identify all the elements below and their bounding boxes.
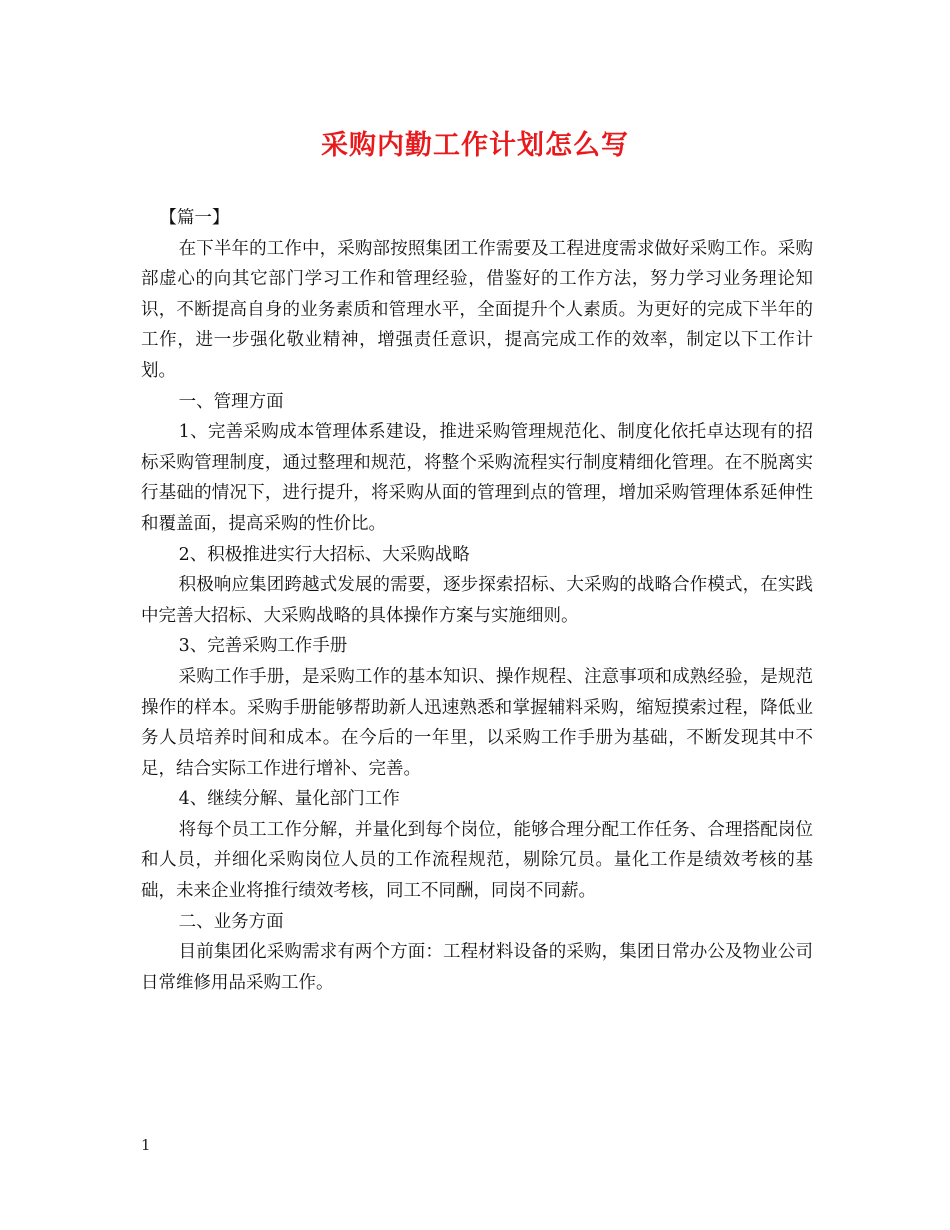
paragraph-item-1: 1、完善采购成本管理体系建设，推进采购管理规范化、制度化依托卓达现有的招标采购管理制度，通过整理和规范，将整个采购流程实行制度精细化管理。在不脱离实行基础的情况下，进行提升，将采购从面的管理到点的管理，增加采购管理体系延伸性和覆盖面，提高采购的性价比。 bbox=[141, 422, 813, 534]
paragraph-intro: 在下半年的工作中，采购部按照集团工作需要及工程进度需求做好采购工作。采购部虚心的向其它部门学习工作和管理经验，借鉴好的工作方法，努力学习业务理论知识，不断提高自身的业务素质和管理水平，全面提升个人素质。为更好的完成下半年的工作，进一步强化敬业精神，增强责任意识，提高完成工作的效率，制定以下工作计划。 bbox=[141, 238, 813, 381]
paragraph-item-2: 积极响应集团跨越式发展的需要，逐步探索招标、大采购的战略合作模式，在实践中完善大招标、大采购战略的具体操作方案与实施细则。 bbox=[141, 575, 813, 626]
paragraph-item-4: 将每个员工工作分解，并量化到每个岗位，能够合理分配工作任务、合理搭配岗位和人员，并细化采购岗位人员的工作流程规范，剔除冗员。量化工作是绩效考核的基础，未来企业将推行绩效考核，同工不同酬，同岗不同薪。 bbox=[141, 819, 813, 902]
heading-management: 一、管理方面 bbox=[178, 391, 284, 412]
page-number: 1 bbox=[141, 1136, 151, 1154]
document-body bbox=[141, 203, 813, 998]
paragraph-item-3: 采购工作手册，是采购工作的基本知识、操作规程、注意事项和成熟经验，是规范操作的样本。采购手册能够帮助新人迅速熟悉和掌握辅料采购，缩短摸索过程，降低业务人员培养时间和成本。在今后的一年里，以采购工作手册为基础，不断发现其中不足，结合实际工作进行增补、完善。 bbox=[141, 666, 813, 779]
subheading-item-2: 2、积极推进实行大招标、大采购战略 bbox=[178, 544, 470, 565]
subheading-item-3: 3、完善采购工作手册 bbox=[178, 636, 348, 657]
section-tag: 【篇一】 bbox=[159, 208, 230, 228]
heading-business: 二、业务方面 bbox=[178, 911, 284, 932]
document-title: 采购内勤工作计划怎么写 bbox=[321, 130, 629, 161]
paragraph-business: 目前集团化采购需求有两个方面：工程材料设备的采购，集团日常办公及物业公司日常维修用品采购工作。 bbox=[141, 942, 813, 993]
subheading-item-4: 4、继续分解、量化部门工作 bbox=[178, 789, 400, 810]
